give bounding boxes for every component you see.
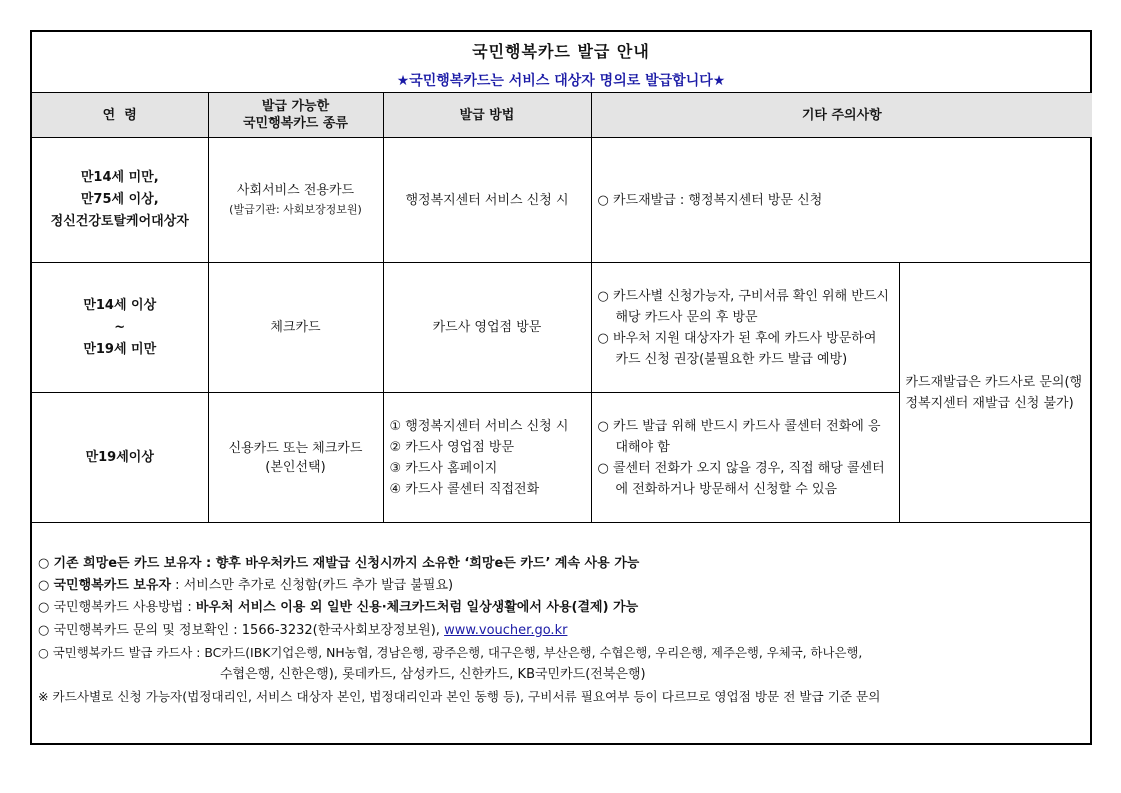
- row1-card-line1: 사회서비스 전용카드: [236, 183, 355, 198]
- row2-age-line3: 만19세 미만: [83, 341, 157, 357]
- row2-age: [32, 263, 208, 393]
- header-notes: 기타 주의사항: [591, 93, 1092, 138]
- footer-line-2: [38, 575, 1090, 597]
- row1-method: 행정복지센터 서비스 신청 시: [383, 138, 591, 263]
- header-card-type-line2: 국민행복카드 종류: [243, 116, 348, 131]
- header-card-type: [208, 93, 383, 138]
- row3-note-2: ○ 콜센터 전화가 오지 않을 경우, 직접 해당 콜센터에 전화하거나 방문해서 신청할 수 있음: [597, 460, 885, 497]
- row3-notes: [591, 393, 899, 523]
- footer-line-4: [38, 620, 1090, 642]
- table-row: [32, 138, 1092, 263]
- row3-card-line1: 신용카드 또는 체크카드: [228, 440, 363, 456]
- table-header-row: [32, 93, 1092, 138]
- row2-note-1: ○ 카드사별 신청가능자, 구비서류 확인 위해 반드시 해당 카드사 문의 후 방문: [597, 288, 889, 325]
- footer-line-3: [38, 597, 1090, 619]
- footer-line-6: 수협은행, 신한은행), 롯데카드, 삼성카드, 신한카드, KB국민카드(전북은행): [220, 667, 646, 683]
- footer-line-7: ※ 카드사별로 신청 가능자(법정대리인, 서비스 대상자 본인, 법정대리인과 본인 동행 등), 구비서류 필요여부 등이 다르므로 영업점 방문 전 발급 기준 문의: [38, 689, 881, 705]
- row3-note-1: ○ 카드 발급 위해 반드시 카드사 콜센터 전화에 응대해야 함: [597, 418, 881, 455]
- row1-age-line2: 만75세 이상,: [80, 192, 159, 207]
- row2-age-line2: ~: [114, 319, 126, 335]
- page-title: 국민행복카드 발급 안내: [472, 42, 650, 61]
- row1-card-line2: (발급기관: 사회보장정보원): [229, 203, 362, 216]
- footer-line-4-prefix: ○ 국민행복카드 문의 및 정보확인 : 1566-3232(한국사회보장정보원),: [38, 622, 445, 638]
- row1-age: [32, 138, 208, 263]
- row3-method-3: ③ 카드사 홈페이지: [389, 460, 498, 476]
- footer-line-1: [38, 553, 1090, 575]
- row2-note-2: ○ 바우처 지원 대상자가 된 후에 카드사 방문하여 카드 신청 권장(불필요한 카드 발급 예방): [597, 330, 877, 367]
- footer-notes: [32, 523, 1090, 708]
- row3-card: [208, 393, 383, 523]
- row2-age-line1: 만14세 이상: [83, 297, 157, 313]
- footer-line-5: ○ 국민행복카드 발급 카드사 : BC카드(IBK기업은행, NH농협, 경남은행, 광주은행, 대구은행, 부산은행, 수협은행, 우리은행, 제주은행, 우체국, 하나은행,: [38, 644, 863, 660]
- row1-notes: [591, 138, 1092, 263]
- row2-notes: [591, 263, 899, 393]
- page-subtitle: ★국민행복카드는 서비스 대상자 명의로 발급합니다★: [396, 73, 726, 89]
- footer-line-2-rest: : 서비스만 추가로 신청함(카드 추가 발급 불필요): [171, 578, 454, 594]
- footer-line-3-bold: 바우처 서비스 이용 외 일반 신용·체크카드처럼 일상생활에서 사용(결제) 가능: [195, 600, 639, 616]
- header-card-type-line1: 발급 가능한: [261, 99, 330, 114]
- footer-line-2-bold: 국민행복카드 보유자: [53, 578, 172, 594]
- row3-method-1: ① 행정복지센터 서비스 신청 시: [389, 418, 569, 434]
- guide-header: [32, 32, 1090, 93]
- header-method: 발급 방법: [383, 93, 591, 138]
- header-age: 연 령: [32, 93, 208, 138]
- row3-method-2: ② 카드사 영업점 방문: [389, 439, 515, 455]
- footer-line-3-prefix: ○ 국민행복카드 사용방법 :: [38, 600, 196, 616]
- card-guide-frame: [30, 30, 1092, 745]
- reissue-note: 카드재발급은 카드사로 문의(행정복지센터 재발급 신청 불가): [899, 263, 1092, 523]
- row3-age: 만19세이상: [32, 393, 208, 523]
- row3-methods: [383, 393, 591, 523]
- row1-note-1: ○ 카드재발급 : 행정복지센터 방문 신청: [597, 192, 823, 208]
- row1-age-line3: 정신건강토탈케어대상자: [50, 214, 189, 229]
- table-row: [32, 263, 1092, 393]
- row1-age-line1: 만14세 미만,: [80, 170, 159, 185]
- footer-line-1-bullet: ○: [38, 556, 54, 571]
- voucher-site-link[interactable]: www.voucher.go.kr: [444, 622, 568, 638]
- row2-method: 카드사 영업점 방문: [383, 263, 591, 393]
- card-issuance-table: [32, 93, 1092, 523]
- footer-line-2-bullet: ○: [38, 578, 54, 594]
- row1-card: [208, 138, 383, 263]
- row3-method-4: ④ 카드사 콜센터 직접전화: [389, 481, 540, 497]
- footer-line-1-text: 기존 희망e든 카드 보유자 : 향후 바우처카드 재발급 신청시까지 소유한 ‘희망e든 카드’ 계속 사용 가능: [53, 556, 640, 571]
- row2-card: 체크카드: [208, 263, 383, 393]
- row3-card-line2: (본인선택): [265, 459, 326, 475]
